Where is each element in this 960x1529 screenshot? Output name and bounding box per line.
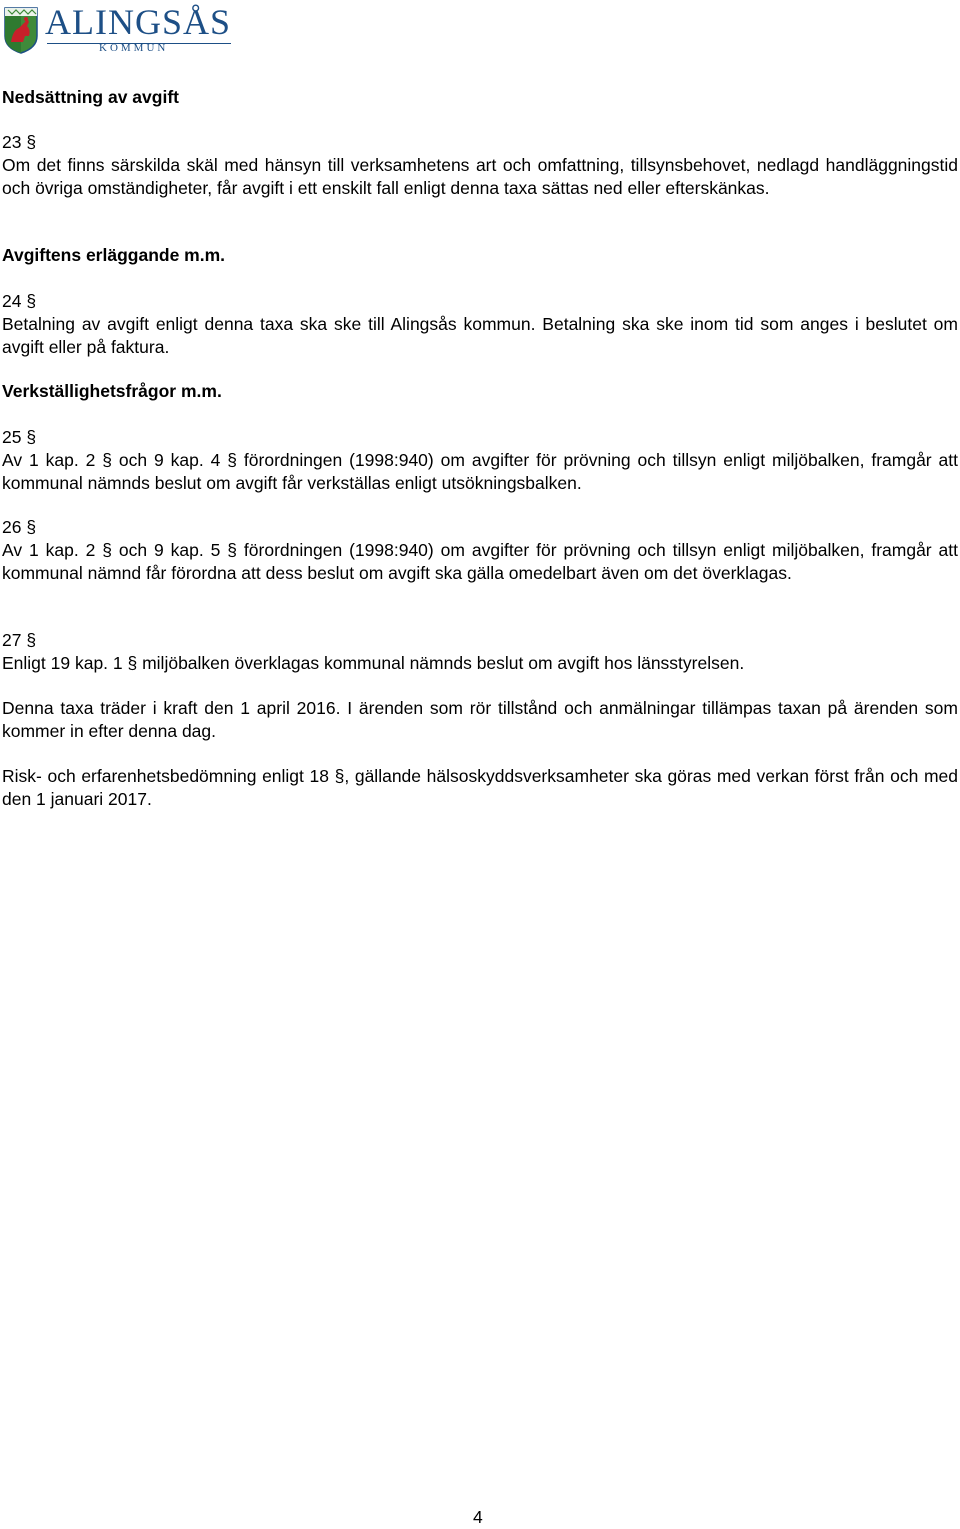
section-23-text: Om det finns särskilda skäl med hänsyn till verksamhetens art och omfattning, tillsynsbehovet, nedlagd handläggningstid och övriga omständigheter, får avgift i ett enskilt fall enligt denna taxa sättas ned eller efterskänkas.: [2, 155, 958, 198]
section-26-text: Av 1 kap. 2 § och 9 kap. 5 § förordningen (1998:940) om avgifter för prövning och tillsyn enligt miljöbalken, framgår att kommunal nämnd får förordna att dess beslut om avgift ska gälla omedelbart även om det överklagas.: [2, 540, 958, 583]
section-25-text: Av 1 kap. 2 § och 9 kap. 4 § förordningen (1998:940) om avgifter för prövning och tillsyn enligt miljöbalken, framgår att kommunal nämnds beslut om avgift får verkställas enligt utsökningsbalken.: [2, 450, 958, 493]
effective-date-paragraph: Denna taxa träder i kraft den 1 april 2016. I ärenden som rör tillstånd och anmälningar tillämpas taxan på ärenden som kommer in efter denna dag.: [2, 698, 958, 741]
section-27-number: 27 §: [2, 630, 37, 650]
logo-subtitle: KOMMUN: [99, 42, 169, 54]
risk-assessment-paragraph: Risk- och erfarenhetsbedömning enligt 18 §, gällande hälsoskyddsverksamheter ska göras med verkan först från och med den 1 januari 2017.: [2, 766, 958, 809]
logo-wordmark: ALINGSÅS: [45, 2, 232, 42]
heading-verkstallighetsfragor: Verkställighetsfrågor m.m.: [2, 381, 222, 401]
alingsas-crest-icon: [3, 6, 39, 54]
section-24-text: Betalning av avgift enligt denna taxa ska ske till Alingsås kommun. Betalning ska ske inom tid som anges i beslutet om avgift eller på faktura.: [2, 314, 958, 357]
municipality-logo: [3, 4, 243, 56]
page-number: 4: [473, 1507, 483, 1527]
section-26-number: 26 §: [2, 517, 37, 537]
section-23-number: 23 §: [2, 132, 37, 152]
heading-avgiftens-erlaggande: Avgiftens erläggande m.m.: [2, 245, 226, 265]
section-27-text: Enligt 19 kap. 1 § miljöbalken överklagas kommunal nämnds beslut om avgift hos länsstyrelsen.: [2, 653, 745, 673]
heading-nedsattning: Nedsättning av avgift: [2, 87, 179, 107]
section-24-number: 24 §: [2, 291, 37, 311]
section-25-number: 25 §: [2, 427, 37, 447]
